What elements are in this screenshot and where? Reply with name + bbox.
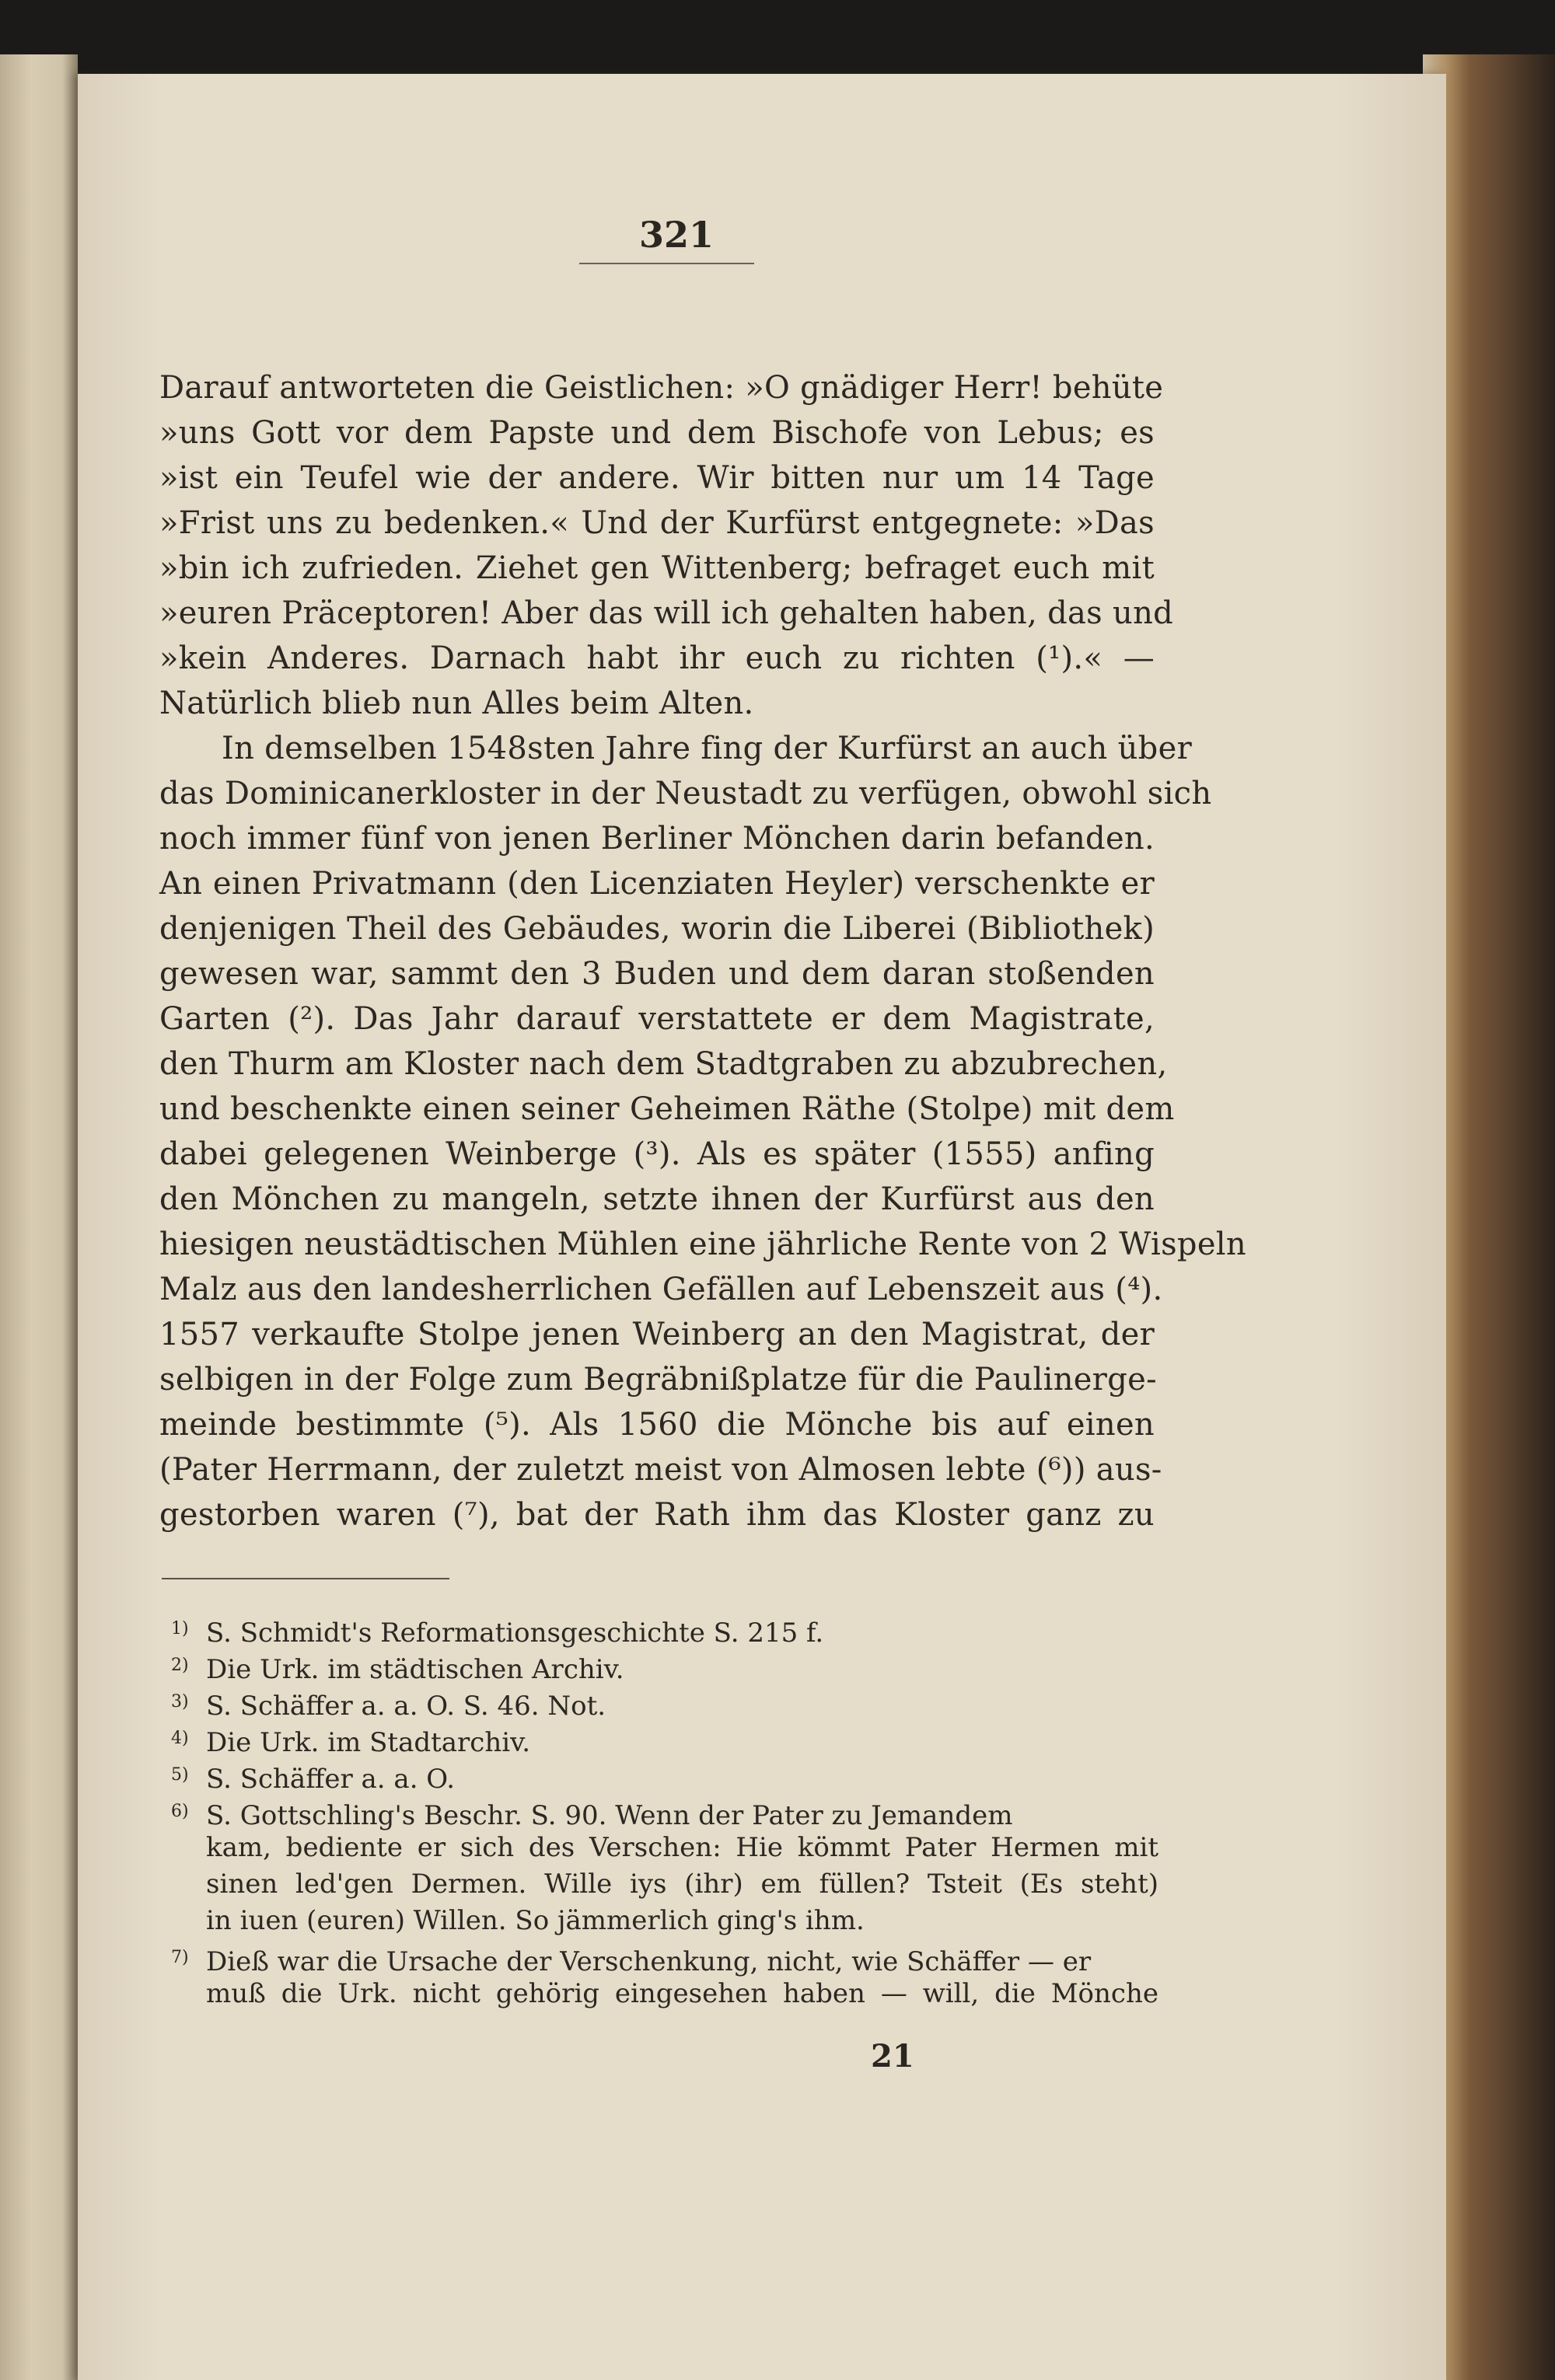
text-line: »ist ein Teufel wie der andere. Wir bitten nur um 14 Tage	[159, 460, 1155, 496]
page-number: 321	[638, 214, 715, 256]
footnote-marker: 5)	[171, 1765, 189, 1785]
text-line: Natürlich blieb nun Alles beim Alten.	[159, 686, 754, 721]
text-line: gestorben waren (⁷), bat der Rath ihm das Kloster ganz zu	[159, 1497, 1155, 1533]
text-line: (Pater Herrmann, der zuletzt meist von Almosen lebte (⁶)) aus-	[159, 1452, 1162, 1488]
text-line: 1557 verkaufte Stolpe jenen Weinberg an den Magistrat, der	[159, 1317, 1155, 1352]
text-line: »euren Präceptoren! Aber das will ich gehalten haben, das und	[159, 595, 1174, 631]
text-line: »kein Anderes. Darnach habt ihr euch zu richten (¹).« —	[159, 640, 1155, 676]
text-line: »Frist uns zu bedenken.« Und der Kurfürst entgegnete: »Das	[159, 505, 1155, 541]
footnote-1	[171, 1611, 1158, 1647]
footnote-text: S. Schmidt's Reformationsgeschichte S. 215 f.	[206, 1617, 824, 1649]
footnote-text: S. Schäffer a. a. O. S. 46. Not.	[206, 1691, 606, 1722]
signature-mark: 21	[871, 2038, 914, 2075]
footnote-text: Dieß war die Ursache der Verschenkung, nicht, wie Schäffer — er	[206, 1946, 1092, 1977]
text-line: noch immer fünf von jenen Berliner Mönchen darin befanden.	[159, 821, 1155, 857]
header-rule	[579, 263, 754, 264]
text-line: gewesen war, sammt den 3 Buden und dem daran stoßenden	[159, 956, 1155, 992]
footnote-4	[171, 1720, 1158, 1757]
paragraph-start-line: In demselben 1548sten Jahre fing der Kurfürst an auch über	[222, 731, 1192, 766]
footnotes	[171, 1611, 1158, 2012]
footnote-continuation: kam, bediente er sich des Verschen: Hie kömmt Pater Hermen mit	[206, 1832, 1158, 1863]
text-line: »uns Gott vor dem Papste und dem Bischofe von Lebus; es	[159, 415, 1155, 451]
text-line: den Thurm am Kloster nach dem Stadtgraben zu abzubrechen,	[159, 1046, 1168, 1082]
text-line: hiesigen neustädtischen Mühlen eine jährliche Rente von 2 Wispeln	[159, 1227, 1246, 1262]
text-line: und beschenkte einen seiner Geheimen Räthe (Stolpe) mit dem	[159, 1091, 1175, 1127]
footnote-marker: 2)	[171, 1656, 189, 1675]
footnote-marker: 4)	[171, 1729, 189, 1748]
footnote-text: Die Urk. im Stadtarchiv.	[206, 1727, 531, 1758]
footnote-2	[171, 1647, 1158, 1684]
footnote-5	[171, 1757, 1158, 1793]
body-text	[159, 365, 1246, 1537]
footnote-text: Die Urk. im städtischen Archiv.	[206, 1654, 624, 1685]
footnote-rule	[162, 1578, 449, 1579]
text-line: An einen Privatmann (den Licenziaten Heyler) verschenkte er	[159, 866, 1155, 902]
footnote-text: S. Gottschling's Beschr. S. 90. Wenn der Pater zu Jemandem	[206, 1800, 1013, 1831]
footnote-3	[171, 1684, 1158, 1720]
footnote-marker: 7)	[171, 1948, 189, 1967]
text-line: das Dominicanerkloster in der Neustadt zu verfügen, obwohl sich	[159, 776, 1212, 811]
text-line: selbigen in der Folge zum Begräbnißplatze für die Paulinerge-	[159, 1362, 1157, 1398]
footnote-text: S. Schäffer a. a. O.	[206, 1764, 455, 1795]
text-line: den Mönchen zu mangeln, setzte ihnen der Kurfürst aus den	[159, 1181, 1155, 1217]
text-line: Darauf antworteten die Geistlichen: »O gnädiger Herr! behüte	[159, 370, 1164, 406]
footnote-7	[171, 1939, 1158, 1976]
footnote-marker: 1)	[171, 1619, 189, 1638]
footnote-continuation: sinen led'gen Dermen. Wille iys (ihr) em füllen? Tsteit (Es steht)	[206, 1869, 1158, 1900]
text-line: »bin ich zufrieden. Ziehet gen Wittenberg; befraget euch mit	[159, 550, 1155, 586]
text-line: Garten (²). Das Jahr darauf verstattete er dem Magistrate,	[159, 1001, 1155, 1037]
text-line: dabei gelegenen Weinberge (³). Als es später (1555) anfing	[159, 1136, 1155, 1172]
footnote-continuation: in iuen (euren) Willen. So jämmerlich ging's ihm.	[206, 1905, 865, 1936]
footnote-marker: 6)	[171, 1802, 189, 1821]
text-line: Malz aus den landesherrlichen Gefällen auf Lebenszeit aus (⁴).	[159, 1272, 1163, 1307]
text-line: meinde bestimmte (⁵). Als 1560 die Mönche bis auf einen	[159, 1407, 1155, 1443]
footnote-continuation: muß die Urk. nicht gehörig eingesehen haben — will, die Mönche	[206, 1978, 1158, 2009]
footnote-marker: 3)	[171, 1692, 189, 1712]
previous-page-edge	[0, 54, 78, 2380]
text-line: denjenigen Theil des Gebäudes, worin die Liberei (Bibliothek)	[159, 911, 1155, 947]
footnote-6	[171, 1793, 1158, 1830]
